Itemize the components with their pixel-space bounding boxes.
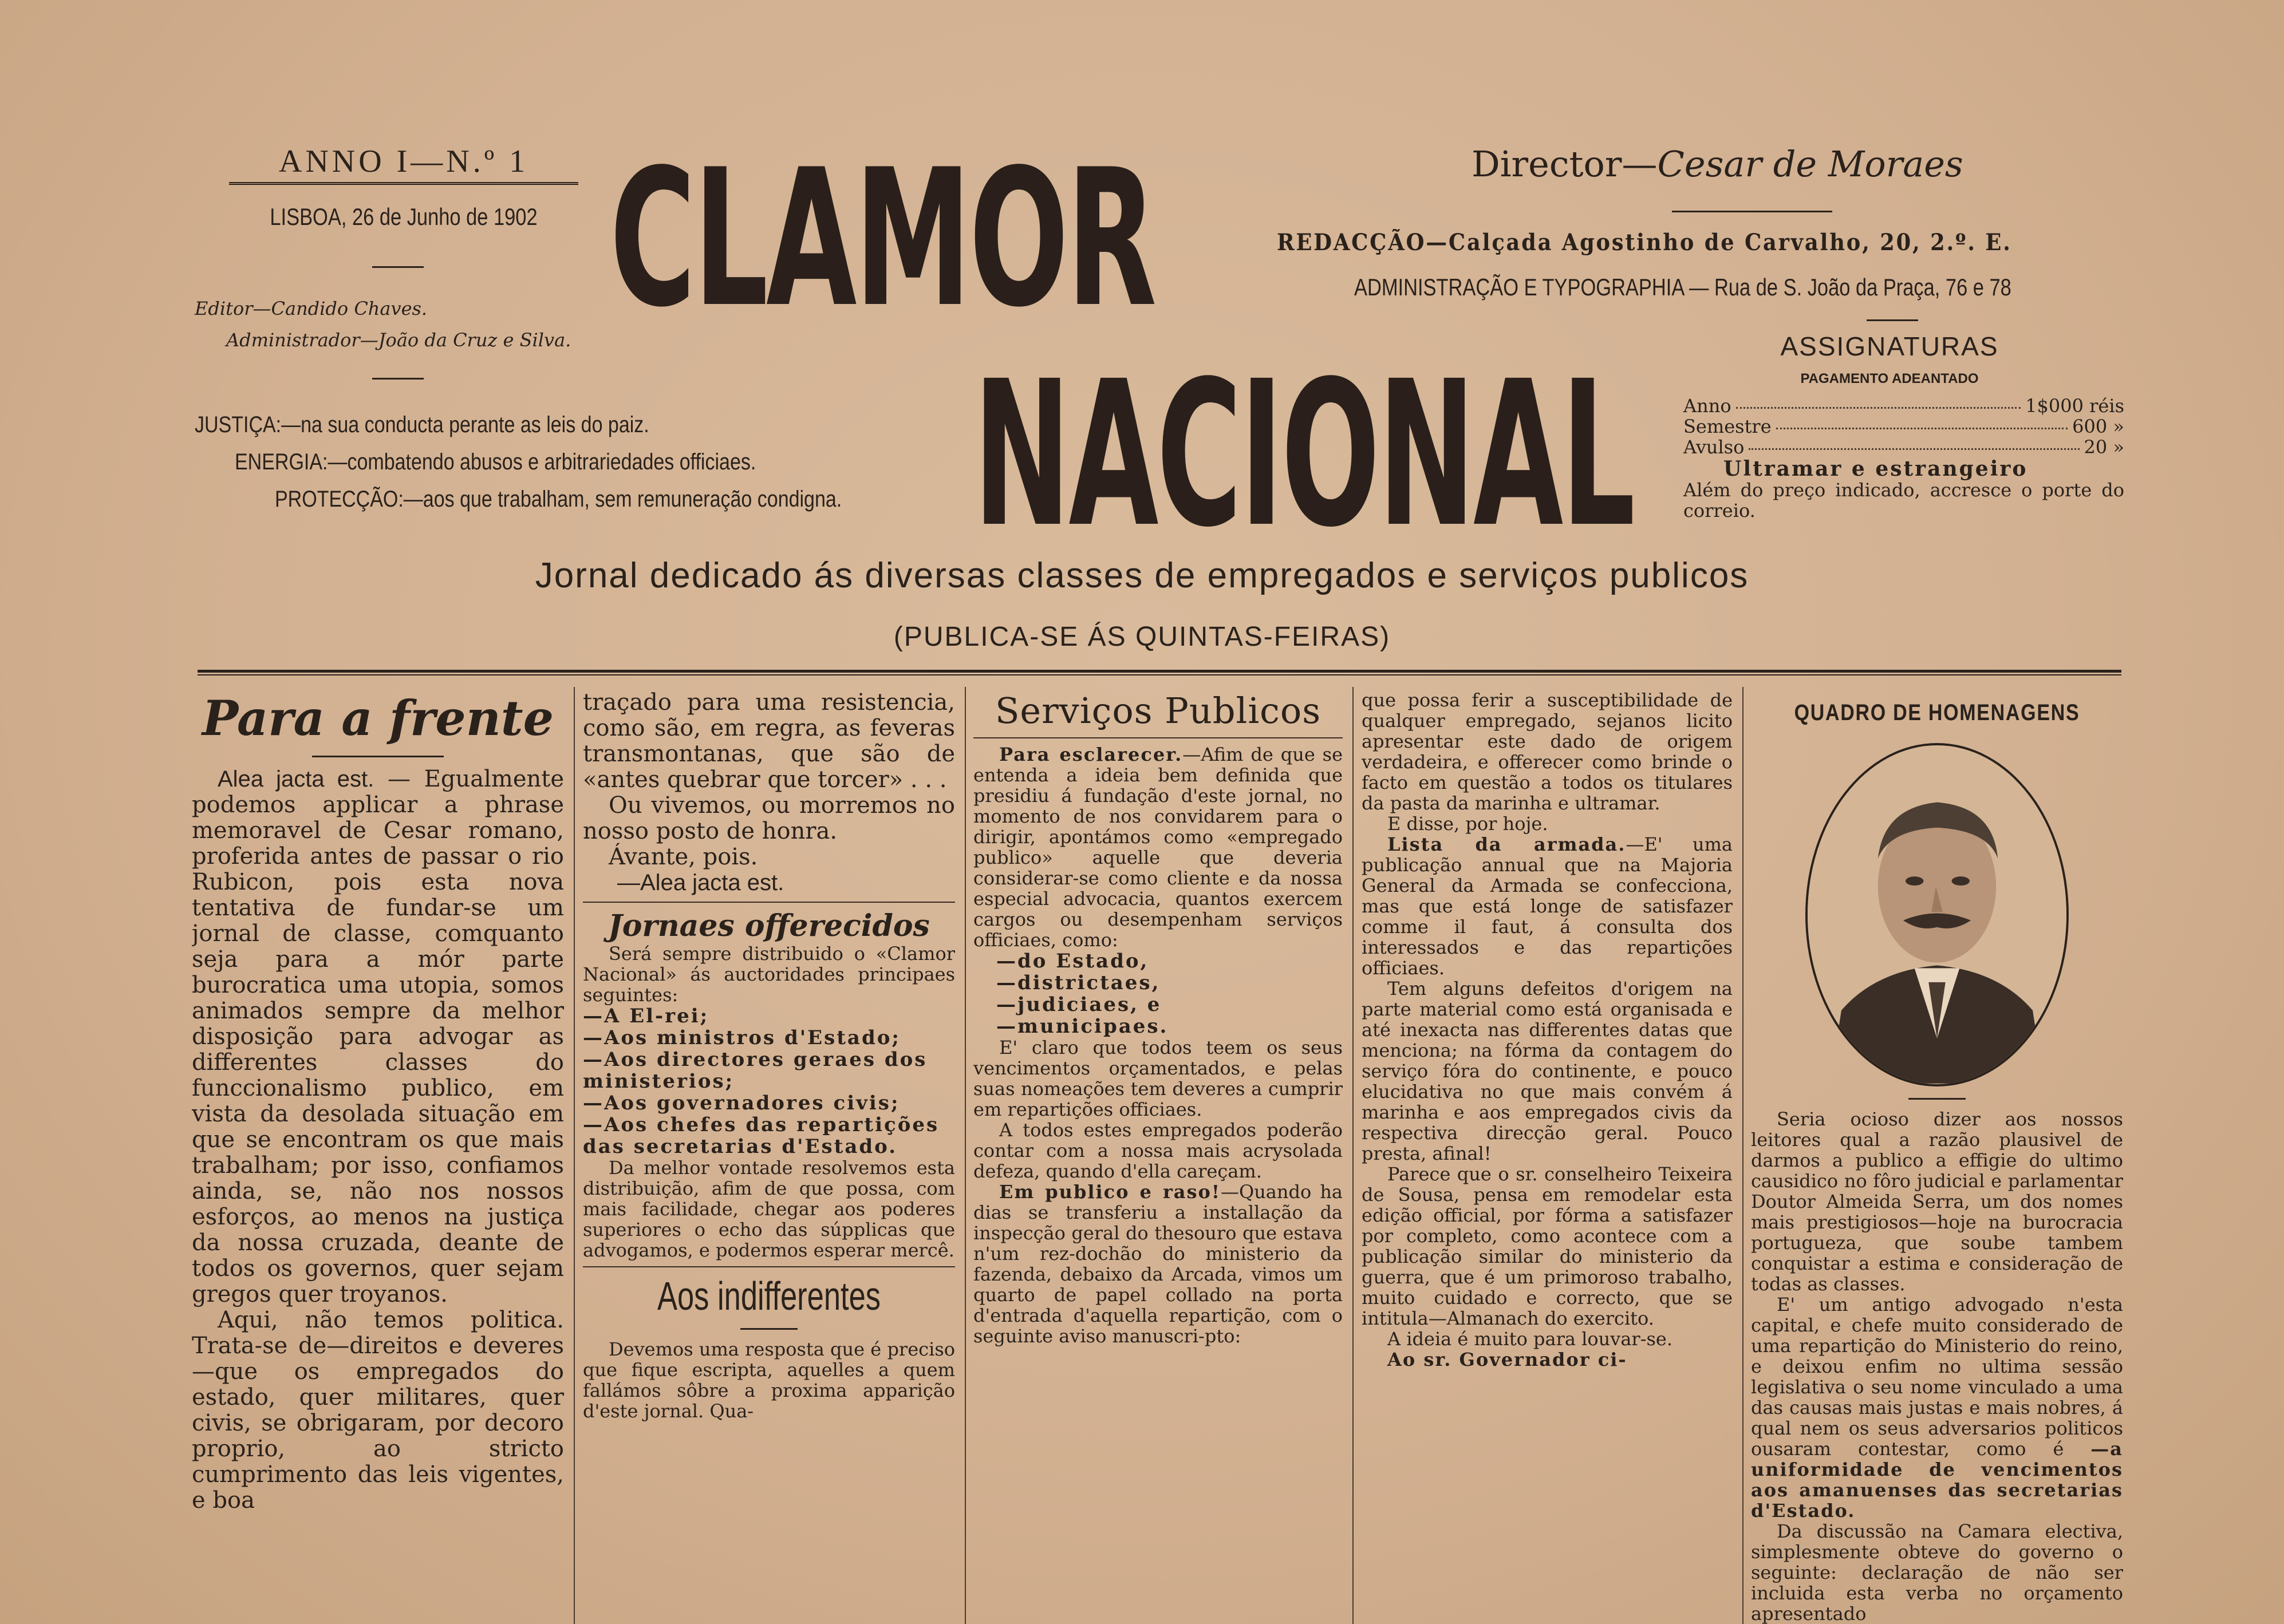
divider <box>372 378 424 380</box>
list-item: —Aos ministros d'Estado; <box>583 1026 901 1049</box>
director-label: Director— <box>1472 143 1658 185</box>
divider <box>1672 211 1832 212</box>
paragraph: —E' uma publicação annual que na Majoria General da Armada se confecciona, mas que está longe de satisfazer comme il faut, á consulta dos interessados e das repartições officiaes. <box>1362 833 1733 979</box>
list-item: —Aos chefes das repartições das secretarias d'Estado. <box>583 1113 940 1158</box>
recipients-list <box>583 1005 955 1157</box>
motto-energia: ENERGIA:—combatendo abusos e arbitrariedades officiaes. <box>235 449 756 475</box>
paragraph: —Quando ha dias se transferiu a installação da inspecção geral do thesouro que estava n'um rez-dochão do ministerio da fazenda, debaixo da Arcada, vimos um quarto de papel collado na porta d'entrada d'aquella repartição, com o seguinte aviso manuscri-pto: <box>973 1181 1343 1347</box>
divider <box>1908 1098 1966 1100</box>
paragraph: Tem alguns defeitos d'origem na parte material como está organisada e até inexacta nas differentes datas que menciona; na fórma da contagem do serviço fóra do continente, e pouco elucidativa no que mais convém á marinha e aos empregados civis da respectiva direcção geral. Pouco presta, afinal! <box>1362 978 1733 1164</box>
price-row-avulso: Avulso 20 » <box>1683 436 2124 458</box>
run-in-heading: Para esclarecer. <box>999 744 1183 765</box>
article-heading: Serviços Publicos <box>995 690 1322 732</box>
paragraph: Devemos uma resposta que é preciso que fique escripta, aquelles a quem fallámos sôbre a proxima apparição d'este jornal. Qua- <box>583 1338 955 1422</box>
article-heading: Para a frente <box>202 690 554 746</box>
administracao-address: ADMINISTRAÇÃO E TYPOGRAPHIA — Rua de S. João da Praça, 76 e 78 <box>1354 274 2011 301</box>
run-in-heading: —a uniformidade de vencimentos aos amanuenses das secretarias d'Estado. <box>1751 1438 2123 1522</box>
column-4 <box>1362 690 1733 1624</box>
paragraph: Ou vivemos, ou morremos no nosso posto de honra. <box>583 792 955 844</box>
paragraph: Aqui, não temos politica. Trata-se de—direitos e deveres—que os empregados do estado, quer militares, quer civis, se obrigaram, por decoro proprio, ao stricto cumprimento das leis vigentes, e boa <box>192 1307 564 1514</box>
motto-proteccao: PROTECÇÃO:—aos que trabalham, sem remuneração condigna. <box>275 487 842 512</box>
paragraph: —Afim de que se entenda a ideia bem definida que presidiu á fundação d'este jornal, no momento de nos convidarem para o dirigir, apontámos como «empregado publico» aquelle que deveria considerar-se como cliente e da nossa especial advocacia, quantos exercem cargos ou desempenham serviços officiaes, como: <box>973 744 1343 951</box>
divider <box>1867 319 1918 321</box>
article-heading: QUADRO DE HOMENAGENS <box>1794 700 2080 725</box>
paragraph: Ávante, pois. <box>609 844 758 870</box>
newspaper-title-line2: NACIONAL <box>973 338 1634 571</box>
paragraph: Será sempre distribuido o «Clamor Nacional» ás auctoridades principaes seguintes: <box>583 943 955 1006</box>
motto-justica: JUSTIÇA:—na sua conducta perante as leis do paiz. <box>195 412 649 437</box>
article-para-a-frente <box>192 690 564 1624</box>
column-2 <box>583 690 955 1624</box>
divider <box>372 266 424 268</box>
list-item: —judiciaes, e <box>996 993 1162 1016</box>
pagamento-note: PAGAMENTO ADEANTADO <box>1800 371 1979 386</box>
issue-number: ANNO I—N.º 1 <box>229 143 578 185</box>
list-item: —districtaes, <box>996 971 1161 994</box>
list-item: —A El-rei; <box>583 1005 709 1028</box>
administrator-line: Administrador—João da Cruz e Silva. <box>226 329 571 351</box>
paragraph: A ideia é muito para louvar-se. <box>1387 1328 1673 1350</box>
service-list <box>973 950 1343 1037</box>
list-item: —Aos directores geraes dos ministerios; <box>583 1048 928 1093</box>
publication-schedule: (PUBLICA-SE ÁS QUINTAS-FEIRAS) <box>893 622 1391 652</box>
run-in-heading: Em publico e raso! <box>999 1181 1221 1203</box>
lead-phrase: Alea jacta est. <box>218 766 374 792</box>
date-line: LISBOA, 26 de Junho de 1902 <box>270 203 538 230</box>
list-item: —Aos governadores civis; <box>583 1092 900 1115</box>
ultramar-heading: Ultramar e estrangeiro <box>1723 457 2028 481</box>
list-item: —do Estado, <box>996 950 1149 973</box>
paragraph: Parece que o sr. conselheiro Teixeira de Sousa, pensa em remodelar esta edição official, por fórma a satisfazer por completo, como acontece com a publicação similar do ministerio da guerra, que é um primoroso trabalho, muito cuidado e correcto, que se intitula—Almanach do exercito. <box>1362 1163 1733 1329</box>
paragraph: traçado para uma resistencia, como são, em regra, as feveras transmontanas, que são de «antes quebrar que torcer» . . . <box>583 690 955 793</box>
paragraph: Da discussão na Camara electiva, simplesmente obteve do governo o seguinte: declaração de não ser incluida esta verba no orçamento apresentado <box>1751 1520 2123 1624</box>
alem-note: Além do preço indicado, accresce o porte do correio. <box>1683 479 2124 521</box>
list-item: —municipaes. <box>996 1015 1169 1038</box>
assignaturas-heading: ASSIGNATURAS <box>1780 331 1999 361</box>
column-rule <box>1352 687 1354 1624</box>
editor-line: Editor—Candido Chaves. <box>195 298 428 319</box>
paragraph: E disse, por hoje. <box>1387 813 1548 835</box>
run-in-heading: Ao sr. Governador ci- <box>1387 1349 1627 1370</box>
article-servicos-publicos <box>973 690 1343 1624</box>
portrait-engraving <box>1808 745 2066 1084</box>
article-quadro-de-homenagens <box>1751 690 2123 1624</box>
redaccao-address: REDACÇÃO—Calçada Agostinho de Carvalho, 20, 2.º. E. <box>1277 229 2012 256</box>
divider <box>583 1266 955 1267</box>
paragraph: Da melhor vontade resolvemos esta distribuição, afim de que possa, com mais facilidade, chegar aos poderes superiores o echo das súpplicas que advogamos, e podermos esperar mercê. <box>583 1157 955 1261</box>
paragraph: E' claro que todos teem os seus vencimentos orçamentados, e pelas suas nomeações tem deveres a cumprir em repartições officiaes. <box>973 1037 1343 1120</box>
article-heading: Jornaes offerecidos <box>608 908 930 943</box>
paragraph: A todos estes empregados poderão contar com a nossa mais acrysolada defeza, quando d'ella careçam. <box>973 1119 1343 1182</box>
divider <box>740 1328 798 1330</box>
run-in-heading: Lista da armada. <box>1387 833 1626 855</box>
closing-phrase: —Alea jacta est. <box>617 870 784 895</box>
price-row-semestre: Semestre 600 » <box>1683 416 2124 437</box>
divider <box>312 756 444 757</box>
director-line <box>1472 143 1963 185</box>
article-heading: Aos indifferentes <box>657 1274 881 1318</box>
director-name: Cesar de Moraes <box>1657 143 1963 185</box>
newspaper-subtitle: Jornal dedicado ás diversas classes de empregados e serviços publicos <box>535 556 1749 595</box>
paragraph: Seria ocioso dizer aos nossos leitores qual a razão plausivel de darmos a publico a effigie do ultimo causidico no fôro judicial e parlamentar Doutor Almeida Serra, um dos nomes mais prestigiosos—hoje na burocracia portugueza, que soube tambem conquistar a estima e consideração de todas as classes. <box>1751 1108 2123 1295</box>
divider <box>583 902 955 903</box>
newspaper-title-line1: CLAMOR <box>610 129 1155 349</box>
paragraph: — Egualmente podemos applicar a phrase memoravel de Cesar romano, proferida antes de passar o rio Rubicon, pois esta nova tentativa de fundar-se um jornal de classe, comquanto seja para a mór parte burocratica uma utopia, somos animados sempre da melhor disposição para advogar as differentes classes do funccionalismo publico, em vista da desolada situação em que se encontram os que mais trabalham; por isso, confiamos ainda, se, não nos nossos esforços, ao menos na justiça da nossa cruzada, deante de todos os governos, quer sejam gregos quer troyanos. <box>192 766 564 1307</box>
paragraph: que possa ferir a susceptibilidade de qualquer empregado, sejanos licito apresentar este dado de origem verdadeira, e offerecer como brinde o facto em questão a todos os titulares da pasta da marinha e ultramar. <box>1362 690 1733 814</box>
column-rule <box>965 687 966 1624</box>
column-rule <box>574 687 575 1624</box>
divider <box>973 737 1343 738</box>
price-table <box>1683 395 2124 457</box>
column-rule <box>1742 687 1743 1624</box>
masthead-rule <box>198 670 2121 675</box>
portrait-image <box>1805 743 2069 1086</box>
price-row-anno: Anno 1$000 réis <box>1683 395 2124 417</box>
paragraph: E' um antigo advogado n'esta capital, e chefe muito considerado de uma repartição do Ministerio do reino, e deixou enfim no ultima sessão legislativa o seu nome vinculado a uma das causas mais justas e mais nobres, á qual nem os seus adversarios politicos ousaram contestar, como é <box>1751 1294 2123 1460</box>
